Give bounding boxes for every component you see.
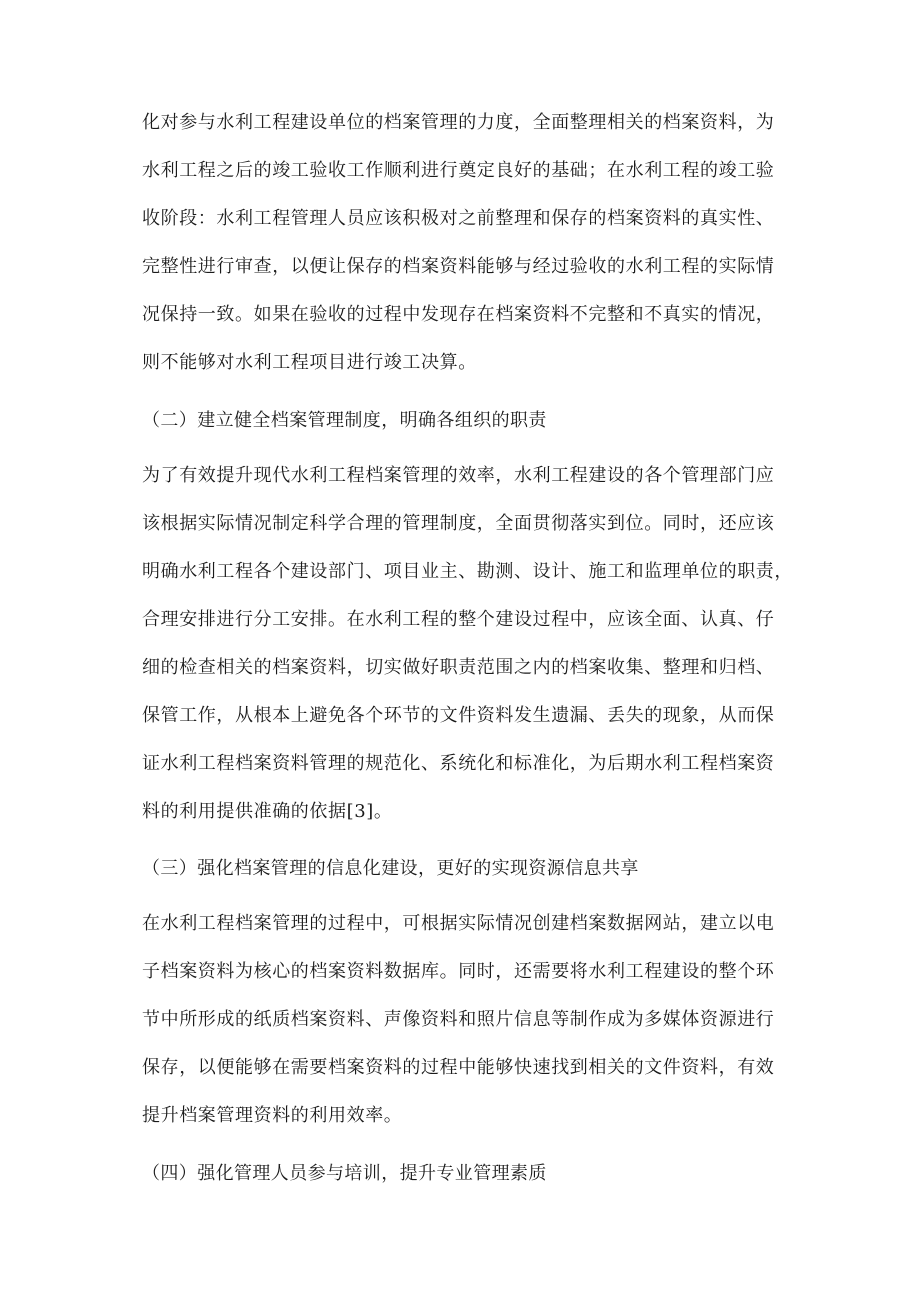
paragraph-1-line-4: 完整性进行审查，以便让保存的档案资料能够与经过验收的水利工程的实际情	[142, 256, 775, 277]
paragraph-2-line-8: 料的利用提供准确的依据[3]。	[142, 801, 393, 822]
paragraph-2-line-7: 证水利工程档案资料管理的规范化、系统化和标准化，为后期水利工程档案资	[142, 753, 775, 774]
paragraph-2-line-5: 细的检查相关的档案资料，切实做好职责范围之内的档案收集、整理和归档、	[142, 657, 775, 678]
paragraph-2-line-2: 该根据实际情况制定科学合理的管理制度，全面贯彻落实到位。同时，还应该	[142, 513, 775, 534]
paragraph-1-line-3: 收阶段：水利工程管理人员应该积极对之前整理和保存的档案资料的真实性、	[142, 208, 775, 229]
paragraph-1-line-5: 况保持一致。如果在验收的过程中发现存在档案资料不完整和不真实的情况，	[142, 304, 775, 325]
paragraph-2-line-4: 合理安排进行分工安排。在水利工程的整个建设过程中，应该全面、认真、仔	[142, 609, 775, 630]
paragraph-3-line-3: 节中所形成的纸质档案资料、声像资料和照片信息等制作成为多媒体资源进行	[142, 1009, 775, 1030]
paragraph-1-line-6: 则不能够对水利工程项目进行竣工决算。	[142, 352, 477, 373]
paragraph-3-line-4: 保存，以便能够在需要档案资料的过程中能够快速找到相关的文件资料，有效	[142, 1057, 775, 1078]
section-heading-4: （四）强化管理人员参与培训，提升专业管理素质	[142, 1163, 547, 1184]
section-heading-3: （三）强化档案管理的信息化建设，更好的实现资源信息共享	[142, 858, 639, 879]
paragraph-3-line-2: 子档案资料为核心的档案资料数据库。同时，还需要将水利工程建设的整个环	[142, 961, 775, 982]
paragraph-3-line-5: 提升档案管理资料的利用效率。	[142, 1105, 403, 1126]
paragraph-2-line-1: 为了有效提升现代水利工程档案管理的效率，水利工程建设的各个管理部门应	[142, 465, 775, 486]
paragraph-2-line-3: 明确水利工程各个建设部门、项目业主、勘测、设计、施工和监理单位的职责，	[142, 561, 793, 582]
paragraph-1-line-1: 化对参与水利工程建设单位的档案管理的力度，全面整理相关的档案资料，为	[142, 112, 775, 133]
paragraph-2-line-6: 保管工作，从根本上避免各个环节的文件资料发生遗漏、丢失的现象，从而保	[142, 705, 775, 726]
paragraph-3-line-1: 在水利工程档案管理的过程中，可根据实际情况创建档案数据网站，建立以电	[142, 913, 775, 934]
paragraph-1-line-2: 水利工程之后的竣工验收工作顺利进行奠定良好的基础；在水利工程的竣工验	[142, 160, 775, 181]
section-heading-2: （二）建立健全档案管理制度，明确各组织的职责	[142, 410, 547, 431]
